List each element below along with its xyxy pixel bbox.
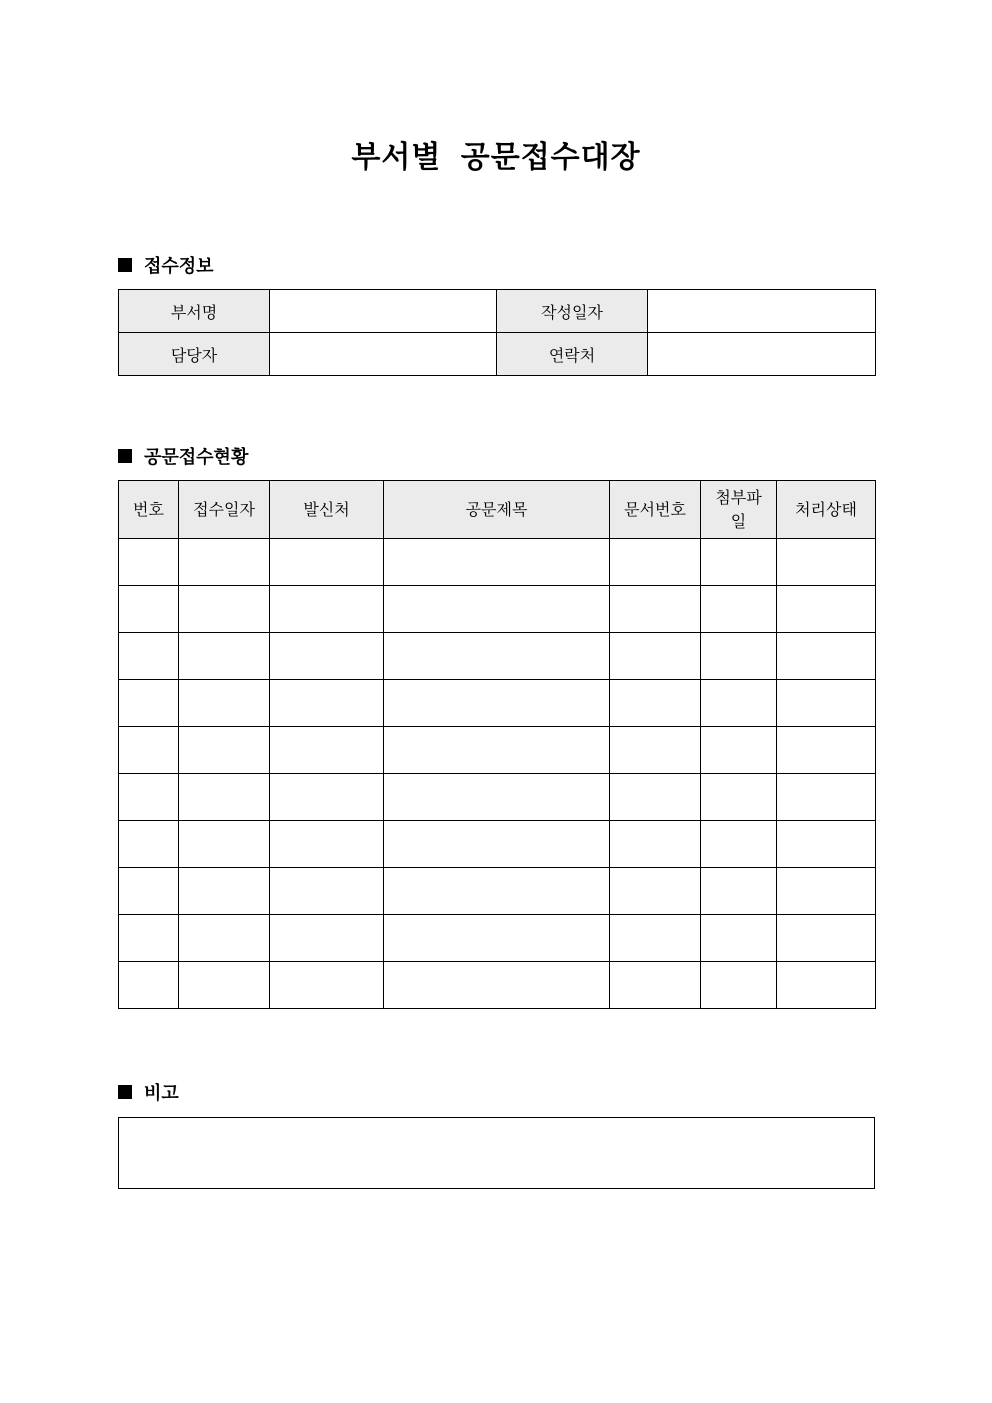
col-status-cell[interactable] bbox=[777, 821, 876, 868]
remarks-heading-text: 비고 bbox=[144, 1083, 179, 1104]
col-attachment-cell[interactable] bbox=[701, 821, 777, 868]
col-number-cell[interactable] bbox=[119, 774, 179, 821]
col-received-date-cell[interactable] bbox=[179, 774, 270, 821]
col-attachment-cell[interactable] bbox=[701, 539, 777, 586]
col-received-date-header: 접수일자 bbox=[179, 481, 270, 539]
col-subject-cell[interactable] bbox=[384, 727, 610, 774]
col-attachment-cell[interactable] bbox=[701, 680, 777, 727]
col-doc-number-cell[interactable] bbox=[610, 915, 701, 962]
col-doc-number-cell[interactable] bbox=[610, 962, 701, 1009]
col-attachment-cell[interactable] bbox=[701, 633, 777, 680]
col-attachment-header: 첨부파 일 bbox=[701, 481, 777, 539]
table-row bbox=[119, 915, 876, 962]
col-subject-cell[interactable] bbox=[384, 633, 610, 680]
col-sender-cell[interactable] bbox=[270, 633, 384, 680]
col-number-cell[interactable] bbox=[119, 727, 179, 774]
col-status-cell[interactable] bbox=[777, 915, 876, 962]
col-number-cell[interactable] bbox=[119, 586, 179, 633]
col-doc-number-cell[interactable] bbox=[610, 868, 701, 915]
reception-info-heading-text: 접수정보 bbox=[144, 256, 214, 277]
table-row bbox=[119, 586, 876, 633]
col-number-cell[interactable] bbox=[119, 868, 179, 915]
col-status-cell[interactable] bbox=[777, 774, 876, 821]
col-doc-number-cell[interactable] bbox=[610, 586, 701, 633]
reception-info-heading bbox=[118, 253, 214, 277]
col-subject-cell[interactable] bbox=[384, 680, 610, 727]
col-status-cell[interactable] bbox=[777, 539, 876, 586]
col-received-date-cell[interactable] bbox=[179, 962, 270, 1009]
col-doc-number-cell[interactable] bbox=[610, 539, 701, 586]
col-status-cell[interactable] bbox=[777, 633, 876, 680]
col-sender-header: 발신처 bbox=[270, 481, 384, 539]
table-row bbox=[119, 633, 876, 680]
square-bullet-icon bbox=[118, 258, 132, 272]
info-row bbox=[119, 290, 876, 333]
table-row bbox=[119, 821, 876, 868]
col-number-cell[interactable] bbox=[119, 821, 179, 868]
square-bullet-icon bbox=[118, 1085, 132, 1099]
col-subject-cell[interactable] bbox=[384, 821, 610, 868]
col-attachment-cell[interactable] bbox=[701, 915, 777, 962]
square-bullet-icon bbox=[118, 449, 132, 463]
contact-field[interactable] bbox=[648, 333, 876, 376]
col-subject-cell[interactable] bbox=[384, 539, 610, 586]
remarks-field[interactable] bbox=[118, 1117, 875, 1189]
col-number-cell[interactable] bbox=[119, 633, 179, 680]
col-sender-cell[interactable] bbox=[270, 727, 384, 774]
info-row bbox=[119, 333, 876, 376]
col-number-cell[interactable] bbox=[119, 680, 179, 727]
col-doc-number-header: 문서번호 bbox=[610, 481, 701, 539]
col-attachment-cell[interactable] bbox=[701, 868, 777, 915]
col-status-cell[interactable] bbox=[777, 868, 876, 915]
table-row bbox=[119, 962, 876, 1009]
col-sender-cell[interactable] bbox=[270, 821, 384, 868]
table-row bbox=[119, 539, 876, 586]
col-doc-number-cell[interactable] bbox=[610, 680, 701, 727]
col-attachment-cell[interactable] bbox=[701, 727, 777, 774]
table-row bbox=[119, 680, 876, 727]
col-doc-number-cell[interactable] bbox=[610, 727, 701, 774]
table-header-row bbox=[119, 481, 876, 539]
department-field[interactable] bbox=[270, 290, 497, 333]
manager-label: 담당자 bbox=[119, 333, 270, 376]
col-sender-cell[interactable] bbox=[270, 868, 384, 915]
col-number-cell[interactable] bbox=[119, 962, 179, 1009]
col-subject-cell[interactable] bbox=[384, 962, 610, 1009]
col-subject-cell[interactable] bbox=[384, 586, 610, 633]
col-subject-cell[interactable] bbox=[384, 915, 610, 962]
reception-status-table bbox=[118, 480, 876, 1009]
reception-status-heading-text: 공문접수현황 bbox=[144, 447, 249, 468]
col-received-date-cell[interactable] bbox=[179, 633, 270, 680]
col-sender-cell[interactable] bbox=[270, 915, 384, 962]
col-number-cell[interactable] bbox=[119, 539, 179, 586]
col-status-cell[interactable] bbox=[777, 680, 876, 727]
col-attachment-cell[interactable] bbox=[701, 962, 777, 1009]
col-received-date-cell[interactable] bbox=[179, 821, 270, 868]
col-attachment-cell[interactable] bbox=[701, 774, 777, 821]
col-subject-cell[interactable] bbox=[384, 774, 610, 821]
department-label: 부서명 bbox=[119, 290, 270, 333]
col-received-date-cell[interactable] bbox=[179, 539, 270, 586]
manager-field[interactable] bbox=[270, 333, 497, 376]
col-status-cell[interactable] bbox=[777, 586, 876, 633]
col-doc-number-cell[interactable] bbox=[610, 821, 701, 868]
remarks-heading bbox=[118, 1080, 179, 1104]
col-subject-header: 공문제목 bbox=[384, 481, 610, 539]
col-status-cell[interactable] bbox=[777, 727, 876, 774]
col-received-date-cell[interactable] bbox=[179, 868, 270, 915]
created-date-field[interactable] bbox=[648, 290, 876, 333]
col-doc-number-cell[interactable] bbox=[610, 633, 701, 680]
col-received-date-cell[interactable] bbox=[179, 680, 270, 727]
col-number-cell[interactable] bbox=[119, 915, 179, 962]
col-attachment-cell[interactable] bbox=[701, 586, 777, 633]
table-row bbox=[119, 774, 876, 821]
col-sender-cell[interactable] bbox=[270, 680, 384, 727]
col-status-header: 처리상태 bbox=[777, 481, 876, 539]
contact-label: 연락처 bbox=[497, 333, 648, 376]
document-title: 부서별 공문접수대장 bbox=[351, 140, 641, 175]
table-row bbox=[119, 868, 876, 915]
col-sender-cell[interactable] bbox=[270, 539, 384, 586]
reception-status-heading bbox=[118, 444, 248, 468]
col-sender-cell[interactable] bbox=[270, 774, 384, 821]
col-received-date-cell[interactable] bbox=[179, 727, 270, 774]
col-number-header: 번호 bbox=[119, 481, 179, 539]
col-status-cell[interactable] bbox=[777, 962, 876, 1009]
col-subject-cell[interactable] bbox=[384, 868, 610, 915]
table-row bbox=[119, 727, 876, 774]
col-sender-cell[interactable] bbox=[270, 586, 384, 633]
col-received-date-cell[interactable] bbox=[179, 586, 270, 633]
col-sender-cell[interactable] bbox=[270, 962, 384, 1009]
col-doc-number-cell[interactable] bbox=[610, 774, 701, 821]
col-received-date-cell[interactable] bbox=[179, 915, 270, 962]
reception-info-table bbox=[118, 289, 876, 376]
created-date-label: 작성일자 bbox=[497, 290, 648, 333]
